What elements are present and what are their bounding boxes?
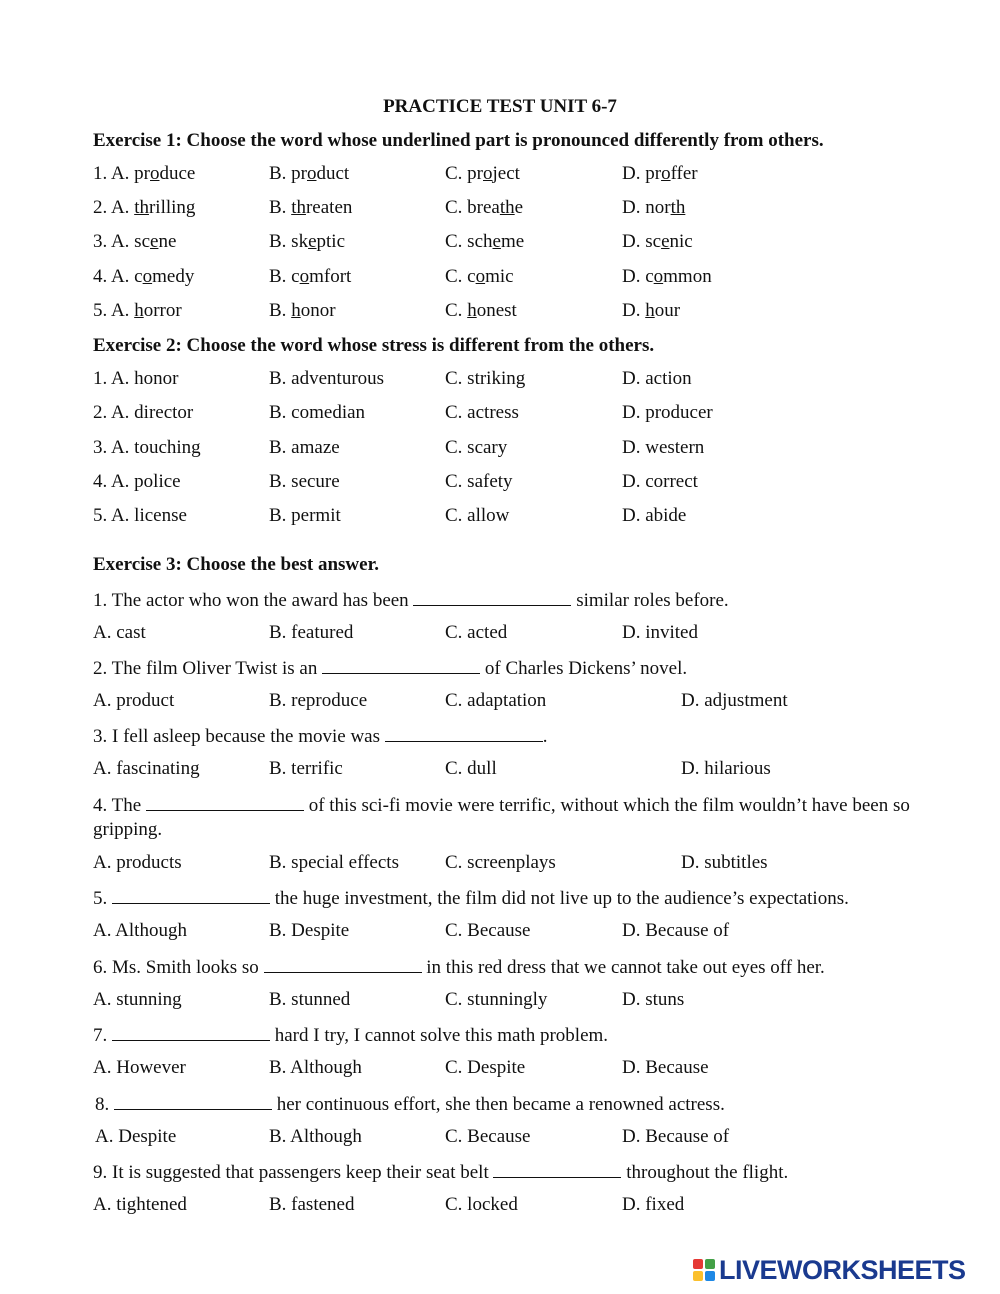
option-d[interactable]: D. Because — [622, 1057, 709, 1078]
ex2-option[interactable]: D. action — [622, 368, 692, 389]
ex2-option[interactable]: D. western — [622, 437, 705, 458]
answer-blank[interactable] — [146, 792, 304, 811]
question-3: 3. I fell asleep because the movie was . — [93, 723, 548, 749]
ex1-option[interactable]: D. hour — [622, 300, 681, 321]
question-9: 9. It is suggested that passengers keep their seat belt throughout the flight. — [93, 1159, 788, 1185]
ex1-option[interactable]: C. project — [445, 163, 520, 184]
option-a[interactable]: A. product — [93, 690, 175, 711]
ex2-option[interactable]: 1. A. honor — [93, 368, 179, 389]
page-title: PRACTICE TEST UNIT 6-7 — [383, 96, 617, 117]
question-8: 8. her continuous effort, she then became a renowned actress. — [95, 1091, 725, 1117]
answer-blank[interactable] — [322, 655, 480, 674]
question-2: 2. The film Oliver Twist is an of Charles Dickens’ novel. — [93, 655, 687, 681]
ex2-option[interactable]: C. striking — [445, 368, 526, 389]
question-4: 4. The of this sci-fi movie were terrific, without which the film wouldn’t have been so gripping. — [93, 792, 913, 842]
ex1-option[interactable]: B. skeptic — [269, 231, 346, 252]
ex1-option[interactable]: C. scheme — [445, 231, 525, 252]
ex2-option[interactable]: 4. A. police — [93, 471, 181, 492]
option-b[interactable]: B. reproduce — [269, 690, 368, 711]
option-d[interactable]: D. hilarious — [681, 758, 771, 779]
ex1-option[interactable]: D. scenic — [622, 231, 693, 252]
option-b[interactable]: B. Despite — [269, 920, 350, 941]
answer-blank[interactable] — [413, 587, 571, 606]
option-b[interactable]: B. stunned — [269, 989, 351, 1010]
ex2-option[interactable]: C. actress — [445, 402, 519, 423]
option-c[interactable]: C. stunningly — [445, 989, 548, 1010]
answer-blank[interactable] — [114, 1091, 272, 1110]
option-d[interactable]: D. Because of — [622, 1126, 730, 1147]
option-c[interactable]: C. Because — [445, 1126, 531, 1147]
answer-blank[interactable] — [112, 1022, 270, 1041]
ex1-option[interactable]: C. breathe — [445, 197, 524, 218]
option-b[interactable]: B. special effects — [269, 852, 399, 873]
option-c[interactable]: C. Because — [445, 920, 531, 941]
ex2-option[interactable]: C. allow — [445, 505, 510, 526]
option-d[interactable]: D. stuns — [622, 989, 685, 1010]
option-b[interactable]: B. terrific — [269, 758, 343, 779]
ex1-option[interactable]: D. common — [622, 266, 712, 287]
option-a[interactable]: A. fascinating — [93, 758, 200, 779]
option-c[interactable]: C. acted — [445, 622, 508, 643]
question-6: 6. Ms. Smith looks so in this red dress that we cannot take out eyes off her. — [93, 954, 825, 980]
ex2-option[interactable]: B. amaze — [269, 437, 340, 458]
ex1-option[interactable]: B. comfort — [269, 266, 352, 287]
option-a[interactable]: A. However — [93, 1057, 186, 1078]
option-b[interactable]: B. featured — [269, 622, 354, 643]
ex1-option[interactable]: B. honor — [269, 300, 336, 321]
question-1: 1. The actor who won the award has been similar roles before. — [93, 587, 729, 613]
option-c[interactable]: C. Despite — [445, 1057, 526, 1078]
ex2-option[interactable]: B. adventurous — [269, 368, 385, 389]
answer-blank[interactable] — [493, 1159, 621, 1178]
option-c[interactable]: C. locked — [445, 1194, 518, 1215]
logo-grid-icon — [693, 1259, 715, 1281]
option-a[interactable]: A. products — [93, 852, 182, 873]
option-c[interactable]: C. adaptation — [445, 690, 547, 711]
question-5: 5. the huge investment, the film did not live up to the audience’s expectations. — [93, 885, 849, 911]
option-a[interactable]: A. Despite — [95, 1126, 177, 1147]
ex2-option[interactable]: D. abide — [622, 505, 687, 526]
answer-blank[interactable] — [264, 954, 422, 973]
exercise-2-heading: Exercise 2: Choose the word whose stress is different from the others. — [93, 335, 655, 356]
ex2-option[interactable]: B. secure — [269, 471, 340, 492]
option-d[interactable]: D. adjustment — [681, 690, 788, 711]
ex2-option[interactable]: C. safety — [445, 471, 513, 492]
option-c[interactable]: C. screenplays — [445, 852, 556, 873]
option-d[interactable]: D. invited — [622, 622, 698, 643]
ex2-option[interactable]: 3. A. touching — [93, 437, 201, 458]
option-d[interactable]: D. Because of — [622, 920, 730, 941]
ex2-option[interactable]: D. producer — [622, 402, 713, 423]
option-a[interactable]: A. cast — [93, 622, 146, 643]
ex1-option[interactable]: D. proffer — [622, 163, 698, 184]
liveworksheets-logo[interactable] — [693, 1255, 966, 1285]
answer-blank[interactable] — [112, 885, 270, 904]
option-b[interactable]: B. Although — [269, 1126, 362, 1147]
ex1-option[interactable]: 1. A. produce — [93, 163, 196, 184]
option-c[interactable]: C. dull — [445, 758, 497, 779]
ex2-option[interactable]: B. permit — [269, 505, 341, 526]
ex1-option[interactable]: C. honest — [445, 300, 517, 321]
ex1-option[interactable]: C. comic — [445, 266, 514, 287]
option-d[interactable]: D. subtitles — [681, 852, 768, 873]
ex2-option[interactable]: 2. A. director — [93, 402, 194, 423]
ex1-option[interactable]: B. product — [269, 163, 350, 184]
ex1-option[interactable]: 4. A. comedy — [93, 266, 195, 287]
answer-blank[interactable] — [385, 723, 543, 742]
option-a[interactable]: A. tightened — [93, 1194, 187, 1215]
ex2-option[interactable]: 5. A. license — [93, 505, 187, 526]
ex1-option[interactable]: 5. A. horror — [93, 300, 182, 321]
option-a[interactable]: A. stunning — [93, 989, 182, 1010]
option-d[interactable]: D. fixed — [622, 1194, 685, 1215]
ex1-option[interactable]: 2. A. thrilling — [93, 197, 196, 218]
question-7: 7. hard I try, I cannot solve this math problem. — [93, 1022, 608, 1048]
ex2-option[interactable]: D. correct — [622, 471, 698, 492]
option-b[interactable]: B. Although — [269, 1057, 362, 1078]
ex2-option[interactable]: C. scary — [445, 437, 508, 458]
exercise-3-heading: Exercise 3: Choose the best answer. — [93, 554, 380, 575]
ex1-option[interactable]: D. north — [622, 197, 686, 218]
ex1-option[interactable]: 3. A. scene — [93, 231, 177, 252]
option-a[interactable]: A. Although — [93, 920, 187, 941]
ex2-option[interactable]: B. comedian — [269, 402, 366, 423]
logo-text: LIVEWORKSHEETS — [719, 1254, 966, 1285]
ex1-option[interactable]: B. threaten — [269, 197, 353, 218]
option-b[interactable]: B. fastened — [269, 1194, 355, 1215]
exercise-1-heading: Exercise 1: Choose the word whose underlined part is pronounced differently from others. — [93, 130, 824, 151]
